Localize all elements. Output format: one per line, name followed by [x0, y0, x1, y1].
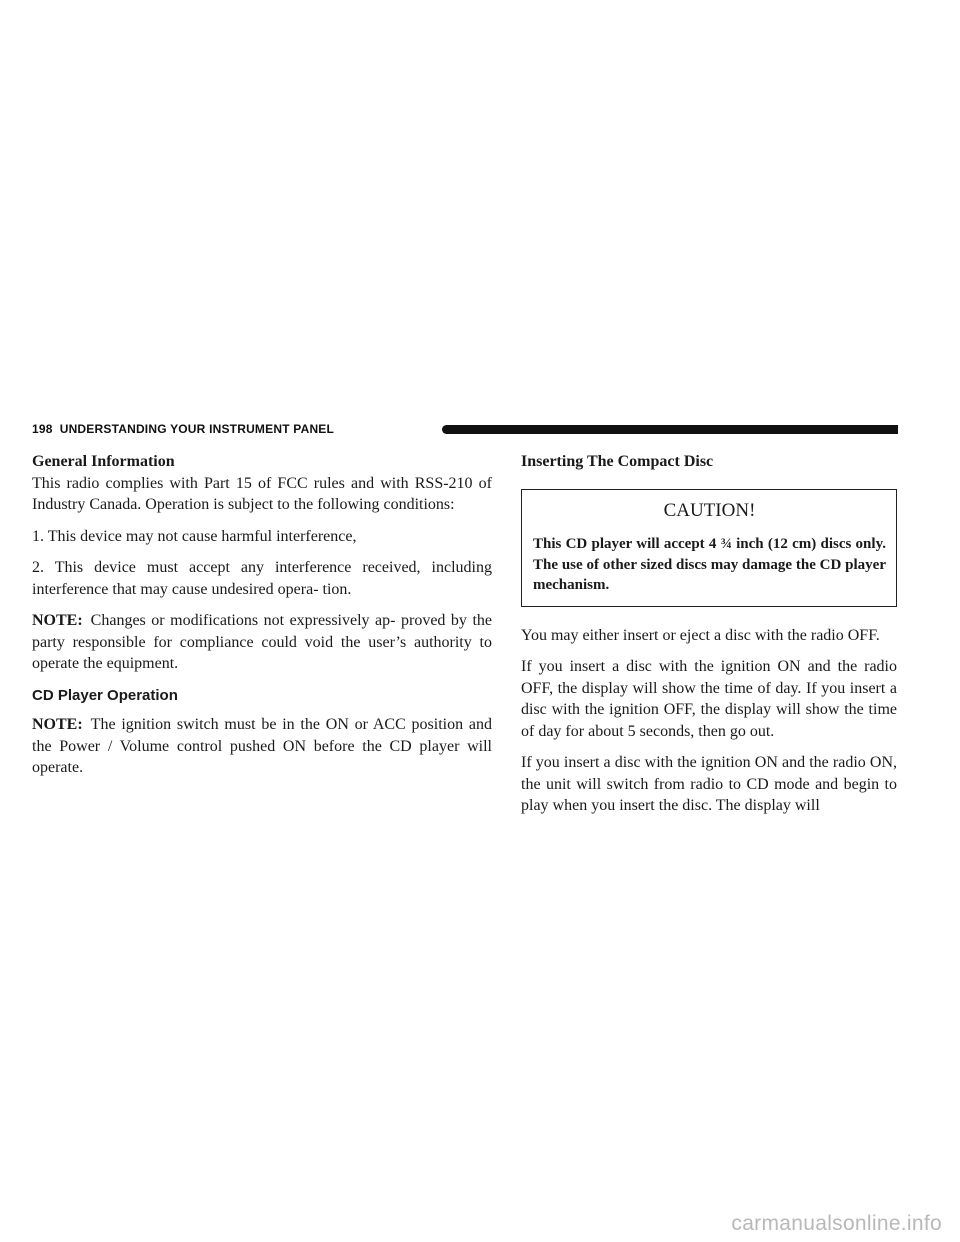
condition-2: 2. This device must accept any interference received, including interference that may cause undesired opera- tion. [32, 559, 492, 598]
insert-paragraph-2: If you insert a disc with the ignition ON and the radio OFF, the display will show the time of day. If you insert a disc with the ignition OFF, the display will show the time of day for about 5 seconds, then go out. [521, 658, 897, 740]
note-compliance [32, 610, 492, 675]
note-label: NOTE: [32, 612, 83, 629]
right-column [521, 451, 897, 827]
header-text [32, 422, 334, 436]
caution-title: CAUTION! [663, 499, 756, 521]
inserting-disc-heading: Inserting The Compact Disc [521, 453, 714, 470]
general-information-heading: General Information [32, 453, 175, 470]
header-rule [442, 425, 898, 434]
condition-1: 1. This device may not cause harmful interference, [32, 527, 357, 545]
caution-text: This CD player will accept 4 ¾ inch (12 cm) discs only. The use of other sized discs may damage the CD player mechanism. [533, 536, 886, 593]
insert-paragraph-3: If you insert a disc with the ignition ON and the radio ON, the unit will switch from radio to CD mode and begin to play when you insert the disc. The display will [521, 754, 897, 814]
note-text: The ignition switch must be in the ON or ACC position and the Power / Volume control pushed ON before the CD player will operate. [32, 716, 492, 776]
note-ignition [32, 714, 492, 779]
note-text: Changes or modifications not expressively ap- proved by the party responsible for compliance could void the user’s authority to operate the equipment. [32, 612, 492, 672]
caution-box [521, 489, 897, 607]
note-label: NOTE: [32, 716, 83, 733]
watermark: carmanualsonline.info [731, 1212, 942, 1235]
left-column [32, 451, 492, 789]
page-number: 198 [32, 422, 53, 436]
general-information-paragraph: This radio complies with Part 15 of FCC rules and with RSS-210 of Industry Canada. Operation is subject to the following conditions: [32, 474, 492, 513]
page-header [32, 422, 898, 436]
section-title: UNDERSTANDING YOUR INSTRUMENT PANEL [59, 422, 335, 436]
cd-player-operation-heading: CD Player Operation [32, 686, 178, 704]
insert-paragraph-1: You may either insert or eject a disc with the radio OFF. [521, 626, 880, 644]
